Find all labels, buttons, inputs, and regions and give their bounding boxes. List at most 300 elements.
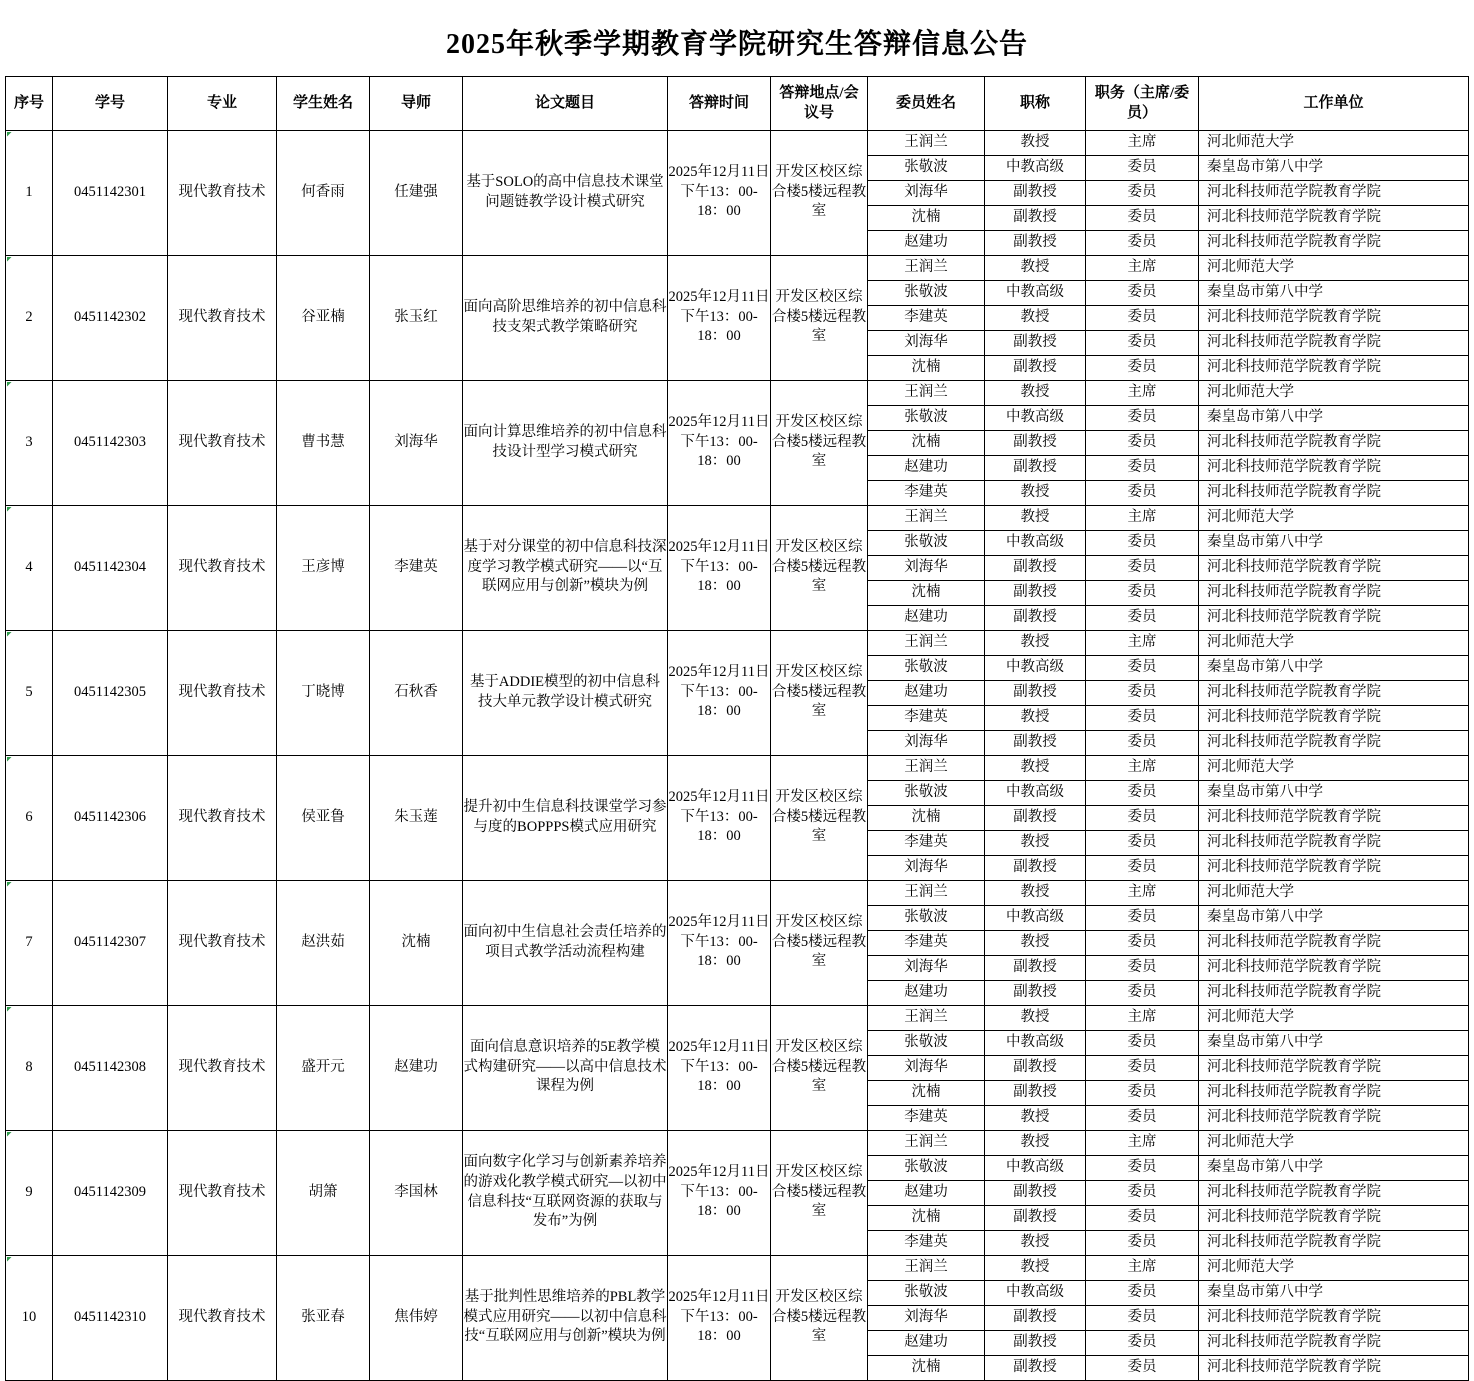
committee-member-unit: 河北科技师范学院教育学院 <box>1199 1180 1469 1205</box>
committee-member-unit: 河北科技师范学院教育学院 <box>1199 830 1469 855</box>
row-defense-place: 开发区校区综合楼5楼远程教室 <box>771 505 868 630</box>
committee-member-role: 委员 <box>1086 980 1199 1005</box>
row-advisor: 刘海华 <box>370 380 463 505</box>
committee-table <box>868 131 1468 255</box>
row-index: 1 <box>6 130 53 255</box>
row-advisor: 赵建功 <box>370 1005 463 1130</box>
committee-cell <box>868 880 1469 1005</box>
committee-row <box>868 780 1468 805</box>
row-major: 现代教育技术 <box>168 505 277 630</box>
header-student-name: 学生姓名 <box>277 77 370 131</box>
committee-member-title: 副教授 <box>985 855 1086 880</box>
committee-member-title: 中教高级 <box>985 155 1086 180</box>
committee-member-unit: 河北科技师范学院教育学院 <box>1199 205 1469 230</box>
committee-member-unit: 河北师范大学 <box>1199 256 1469 281</box>
table-row <box>6 505 1469 630</box>
committee-row <box>868 355 1468 380</box>
committee-member-unit: 河北师范大学 <box>1199 1131 1469 1156</box>
committee-row <box>868 555 1468 580</box>
committee-member-name: 李建英 <box>868 305 985 330</box>
row-thesis-title: 基于对分课堂的初中信息科技深度学习教学模式研究——以“互联网应用与创新”模块为例 <box>463 505 668 630</box>
header-thesis-title: 论文题目 <box>463 77 668 131</box>
committee-member-unit: 河北科技师范学院教育学院 <box>1199 1055 1469 1080</box>
committee-member-unit: 秦皇岛市第八中学 <box>1199 1030 1469 1055</box>
committee-member-name: 沈楠 <box>868 1080 985 1105</box>
committee-member-role: 委员 <box>1086 1105 1199 1130</box>
table-header <box>6 77 1469 131</box>
committee-row <box>868 1280 1468 1305</box>
row-major: 现代教育技术 <box>168 630 277 755</box>
committee-table <box>868 1006 1468 1130</box>
committee-member-role: 委员 <box>1086 955 1199 980</box>
row-defense-place: 开发区校区综合楼5楼远程教室 <box>771 880 868 1005</box>
committee-member-unit: 河北科技师范学院教育学院 <box>1199 680 1469 705</box>
committee-member-title: 副教授 <box>985 230 1086 255</box>
row-advisor: 李建英 <box>370 505 463 630</box>
row-advisor: 任建强 <box>370 130 463 255</box>
committee-member-role: 委员 <box>1086 655 1199 680</box>
committee-row <box>868 1006 1468 1031</box>
committee-member-title: 副教授 <box>985 730 1086 755</box>
table-row <box>6 1130 1469 1255</box>
committee-member-name: 王润兰 <box>868 506 985 531</box>
committee-member-role: 委员 <box>1086 1180 1199 1205</box>
committee-member-name: 王润兰 <box>868 381 985 406</box>
row-student-id: 0451142310 <box>53 1255 168 1380</box>
committee-cell <box>868 505 1469 630</box>
committee-member-title: 副教授 <box>985 805 1086 830</box>
committee-member-name: 张敬波 <box>868 280 985 305</box>
row-student-name: 何香雨 <box>277 130 370 255</box>
row-defense-place: 开发区校区综合楼5楼远程教室 <box>771 1130 868 1255</box>
committee-member-title: 中教高级 <box>985 655 1086 680</box>
committee-member-role: 委员 <box>1086 780 1199 805</box>
committee-member-role: 委员 <box>1086 830 1199 855</box>
committee-member-unit: 河北师范大学 <box>1199 506 1469 531</box>
row-thesis-title: 面向计算思维培养的初中信息科技设计型学习模式研究 <box>463 380 668 505</box>
row-student-id: 0451142304 <box>53 505 168 630</box>
row-defense-time: 2025年12月11日下午13：00-18：00 <box>668 1005 771 1130</box>
committee-member-role: 主席 <box>1086 381 1199 406</box>
committee-member-name: 王润兰 <box>868 131 985 156</box>
committee-member-title: 副教授 <box>985 1180 1086 1205</box>
committee-member-title: 中教高级 <box>985 1280 1086 1305</box>
row-index: 8 <box>6 1005 53 1130</box>
committee-row <box>868 980 1468 1005</box>
committee-member-role: 委员 <box>1086 905 1199 930</box>
header-academic-title: 职称 <box>985 77 1086 131</box>
committee-member-unit: 河北科技师范学院教育学院 <box>1199 305 1469 330</box>
committee-member-role: 委员 <box>1086 1155 1199 1180</box>
committee-row <box>868 1305 1468 1330</box>
committee-row <box>868 230 1468 255</box>
row-student-name: 曹书慧 <box>277 380 370 505</box>
row-major: 现代教育技术 <box>168 1255 277 1380</box>
committee-member-title: 教授 <box>985 1256 1086 1281</box>
row-thesis-title: 基于ADDIE模型的初中信息科技大单元教学设计模式研究 <box>463 630 668 755</box>
committee-member-role: 委员 <box>1086 180 1199 205</box>
committee-row <box>868 1080 1468 1105</box>
row-student-name: 赵洪茹 <box>277 880 370 1005</box>
committee-member-unit: 河北科技师范学院教育学院 <box>1199 1205 1469 1230</box>
committee-member-unit: 秦皇岛市第八中学 <box>1199 1155 1469 1180</box>
committee-member-unit: 河北师范大学 <box>1199 381 1469 406</box>
committee-member-role: 委员 <box>1086 1080 1199 1105</box>
committee-member-name: 张敬波 <box>868 405 985 430</box>
committee-member-role: 委员 <box>1086 930 1199 955</box>
committee-cell <box>868 1130 1469 1255</box>
committee-member-unit: 河北科技师范学院教育学院 <box>1199 330 1469 355</box>
committee-row <box>868 256 1468 281</box>
committee-row <box>868 830 1468 855</box>
committee-member-role: 主席 <box>1086 256 1199 281</box>
committee-row <box>868 855 1468 880</box>
row-defense-place: 开发区校区综合楼5楼远程教室 <box>771 1255 868 1380</box>
committee-member-unit: 秦皇岛市第八中学 <box>1199 905 1469 930</box>
committee-row <box>868 305 1468 330</box>
row-major: 现代教育技术 <box>168 1005 277 1130</box>
committee-member-name: 张敬波 <box>868 905 985 930</box>
committee-member-role: 委员 <box>1086 1055 1199 1080</box>
committee-member-role: 委员 <box>1086 530 1199 555</box>
committee-member-role: 委员 <box>1086 555 1199 580</box>
committee-member-role: 主席 <box>1086 631 1199 656</box>
header-committee-name: 委员姓名 <box>868 77 985 131</box>
committee-member-title: 教授 <box>985 1230 1086 1255</box>
committee-member-title: 副教授 <box>985 455 1086 480</box>
committee-row <box>868 1131 1468 1156</box>
row-defense-place: 开发区校区综合楼5楼远程教室 <box>771 255 868 380</box>
committee-row <box>868 905 1468 930</box>
committee-row <box>868 155 1468 180</box>
committee-member-role: 委员 <box>1086 280 1199 305</box>
committee-row <box>868 330 1468 355</box>
row-index: 10 <box>6 1255 53 1380</box>
row-student-name: 张亚春 <box>277 1255 370 1380</box>
header-advisor: 导师 <box>370 77 463 131</box>
committee-member-role: 委员 <box>1086 730 1199 755</box>
committee-member-role: 主席 <box>1086 1006 1199 1031</box>
row-defense-time: 2025年12月11日下午13：00-18：00 <box>668 1130 771 1255</box>
row-student-name: 丁晓博 <box>277 630 370 755</box>
committee-member-name: 赵建功 <box>868 1180 985 1205</box>
committee-member-name: 王润兰 <box>868 1131 985 1156</box>
committee-member-title: 副教授 <box>985 980 1086 1005</box>
committee-member-unit: 河北科技师范学院教育学院 <box>1199 580 1469 605</box>
committee-row <box>868 631 1468 656</box>
table-row <box>6 1255 1469 1380</box>
committee-member-name: 沈楠 <box>868 580 985 605</box>
row-index: 6 <box>6 755 53 880</box>
committee-member-name: 沈楠 <box>868 805 985 830</box>
committee-cell <box>868 630 1469 755</box>
row-major: 现代教育技术 <box>168 880 277 1005</box>
committee-member-unit: 河北科技师范学院教育学院 <box>1207 359 1381 376</box>
defense-schedule-table <box>5 76 1469 1381</box>
committee-row <box>868 405 1468 430</box>
committee-member-role: 主席 <box>1086 881 1199 906</box>
row-major: 现代教育技术 <box>168 380 277 505</box>
committee-member-title: 副教授 <box>985 205 1086 230</box>
row-student-name: 谷亚楠 <box>277 255 370 380</box>
committee-member-name: 张敬波 <box>868 155 985 180</box>
committee-member-name: 张敬波 <box>868 780 985 805</box>
committee-member-title: 教授 <box>985 756 1086 781</box>
committee-member-title: 副教授 <box>985 1305 1086 1330</box>
committee-member-unit: 河北科技师范学院教育学院 <box>1199 555 1469 580</box>
committee-member-role: 委员 <box>1086 1230 1199 1255</box>
committee-member-unit: 河北科技师范学院教育学院 <box>1207 484 1381 501</box>
header-major: 专业 <box>168 77 277 131</box>
table-row <box>6 380 1469 505</box>
committee-member-title: 教授 <box>985 930 1086 955</box>
committee-member-name: 刘海华 <box>868 180 985 205</box>
committee-member-name: 李建英 <box>868 830 985 855</box>
committee-member-unit: 河北师范大学 <box>1199 631 1469 656</box>
table-row <box>6 755 1469 880</box>
committee-member-name: 沈楠 <box>868 205 985 230</box>
committee-member-name: 张敬波 <box>868 530 985 555</box>
committee-member-role: 委员 <box>1086 805 1199 830</box>
committee-member-name: 赵建功 <box>868 455 985 480</box>
committee-member-role: 委员 <box>1086 205 1199 230</box>
row-student-id: 0451142306 <box>53 755 168 880</box>
committee-member-title: 中教高级 <box>985 1030 1086 1055</box>
committee-member-role: 委员 <box>1086 305 1199 330</box>
committee-member-role: 委员 <box>1086 680 1199 705</box>
committee-row <box>868 381 1468 406</box>
committee-member-name: 刘海华 <box>868 1305 985 1330</box>
committee-member-unit: 河北科技师范学院教育学院 <box>1207 609 1381 626</box>
row-student-name: 王彦博 <box>277 505 370 630</box>
committee-member-unit: 秦皇岛市第八中学 <box>1199 405 1469 430</box>
committee-row <box>868 881 1468 906</box>
committee-member-title: 副教授 <box>985 355 1086 380</box>
committee-member-name: 王润兰 <box>868 631 985 656</box>
committee-member-role: 主席 <box>1086 131 1199 156</box>
row-advisor: 焦伟婷 <box>370 1255 463 1380</box>
row-thesis-title: 基于批判性思维培养的PBL教学模式应用研究——以初中信息科技“互联网应用与创新”模块为例 <box>463 1255 668 1380</box>
committee-cell <box>868 755 1469 880</box>
header-defense-time: 答辩时间 <box>668 77 771 131</box>
committee-row <box>868 430 1468 455</box>
committee-member-name: 李建英 <box>868 1230 985 1255</box>
committee-member-name: 赵建功 <box>868 605 985 630</box>
committee-member-title: 中教高级 <box>985 530 1086 555</box>
committee-member-name: 刘海华 <box>868 1055 985 1080</box>
committee-member-title: 教授 <box>985 631 1086 656</box>
committee-member-unit: 河北师范大学 <box>1199 881 1469 906</box>
committee-member-name: 沈楠 <box>868 355 985 380</box>
committee-member-title: 教授 <box>985 705 1086 730</box>
committee-member-role: 委员 <box>1086 430 1199 455</box>
committee-member-unit: 河北科技师范学院教育学院 <box>1207 1109 1381 1126</box>
committee-member-role: 主席 <box>1086 506 1199 531</box>
row-index: 7 <box>6 880 53 1005</box>
committee-member-role: 主席 <box>1086 756 1199 781</box>
committee-row <box>868 205 1468 230</box>
committee-member-title: 教授 <box>985 305 1086 330</box>
committee-row <box>868 655 1468 680</box>
committee-member-title: 中教高级 <box>985 780 1086 805</box>
committee-row <box>868 280 1468 305</box>
committee-member-title: 副教授 <box>985 180 1086 205</box>
committee-member-unit: 河北师范大学 <box>1199 756 1469 781</box>
committee-member-title: 教授 <box>985 256 1086 281</box>
row-defense-place: 开发区校区综合楼5楼远程教室 <box>771 755 868 880</box>
committee-row <box>868 506 1468 531</box>
committee-table <box>868 631 1468 755</box>
committee-row <box>868 1055 1468 1080</box>
committee-member-name: 张敬波 <box>868 1030 985 1055</box>
committee-member-role: 委员 <box>1086 1355 1199 1380</box>
committee-member-role: 主席 <box>1086 1256 1199 1281</box>
header-row <box>6 77 1469 131</box>
committee-row <box>868 1030 1468 1055</box>
committee-member-title: 副教授 <box>985 680 1086 705</box>
committee-row <box>868 1230 1468 1255</box>
committee-member-unit: 河北科技师范学院教育学院 <box>1199 805 1469 830</box>
committee-row <box>868 180 1468 205</box>
committee-row <box>868 1155 1468 1180</box>
row-defense-place: 开发区校区综合楼5楼远程教室 <box>771 1005 868 1130</box>
committee-member-unit: 河北科技师范学院教育学院 <box>1207 734 1381 751</box>
committee-member-title: 副教授 <box>985 580 1086 605</box>
committee-member-title: 副教授 <box>985 430 1086 455</box>
committee-table <box>868 506 1468 630</box>
committee-member-role: 委员 <box>1086 1205 1199 1230</box>
row-major: 现代教育技术 <box>168 255 277 380</box>
table-row <box>6 630 1469 755</box>
row-defense-time: 2025年12月11日下午13：00-18：00 <box>668 380 771 505</box>
committee-member-title: 副教授 <box>985 955 1086 980</box>
row-major: 现代教育技术 <box>168 130 277 255</box>
row-student-id: 0451142308 <box>53 1005 168 1130</box>
committee-member-title: 教授 <box>985 1105 1086 1130</box>
committee-member-title: 副教授 <box>985 1055 1086 1080</box>
committee-table <box>868 1256 1468 1380</box>
committee-member-role: 委员 <box>1086 605 1199 630</box>
row-defense-time: 2025年12月11日下午13：00-18：00 <box>668 505 771 630</box>
committee-member-title: 副教授 <box>985 605 1086 630</box>
committee-row <box>868 1205 1468 1230</box>
committee-row <box>868 805 1468 830</box>
table-row <box>6 1005 1469 1130</box>
committee-member-unit: 秦皇岛市第八中学 <box>1199 530 1469 555</box>
row-thesis-title: 面向信息意识培养的5E教学模式构建研究——以高中信息技术课程为例 <box>463 1005 668 1130</box>
header-student-id: 学号 <box>53 77 168 131</box>
committee-cell <box>868 130 1469 255</box>
committee-member-name: 王润兰 <box>868 881 985 906</box>
committee-member-name: 李建英 <box>868 705 985 730</box>
committee-member-name: 张敬波 <box>868 1280 985 1305</box>
committee-member-title: 中教高级 <box>985 405 1086 430</box>
row-defense-place: 开发区校区综合楼5楼远程教室 <box>771 380 868 505</box>
committee-row <box>868 955 1468 980</box>
committee-member-role: 委员 <box>1086 1280 1199 1305</box>
committee-member-title: 副教授 <box>985 1080 1086 1105</box>
committee-cell <box>868 380 1469 505</box>
row-student-name: 侯亚鲁 <box>277 755 370 880</box>
row-index: 5 <box>6 630 53 755</box>
header-index: 序号 <box>6 77 53 131</box>
committee-member-name: 刘海华 <box>868 955 985 980</box>
committee-member-role: 委员 <box>1086 1305 1199 1330</box>
committee-member-title: 教授 <box>985 131 1086 156</box>
committee-row <box>868 480 1468 505</box>
committee-row <box>868 1105 1468 1130</box>
row-thesis-title: 面向数字化学习与创新素养培养的游戏化教学模式研究—以初中信息科技“互联网资源的获取与发布”为例 <box>463 1130 668 1255</box>
row-index: 2 <box>6 255 53 380</box>
committee-member-unit: 河北科技师范学院教育学院 <box>1199 930 1469 955</box>
row-defense-time: 2025年12月11日下午13：00-18：00 <box>668 130 771 255</box>
row-student-id: 0451142303 <box>53 380 168 505</box>
committee-member-name: 李建英 <box>868 1105 985 1130</box>
row-thesis-title: 面向高阶思维培养的初中信息科技支架式教学策略研究 <box>463 255 668 380</box>
committee-member-title: 教授 <box>985 1006 1086 1031</box>
row-advisor: 李国林 <box>370 1130 463 1255</box>
committee-member-title: 教授 <box>985 506 1086 531</box>
committee-row <box>868 580 1468 605</box>
row-thesis-title: 提升初中生信息科技课堂学习参与度的BOPPPS模式应用研究 <box>463 755 668 880</box>
row-defense-time: 2025年12月11日下午13：00-18：00 <box>668 880 771 1005</box>
committee-member-role: 委员 <box>1086 455 1199 480</box>
committee-row <box>868 680 1468 705</box>
row-thesis-title: 基于SOLO的高中信息技术课堂问题链教学设计模式研究 <box>463 130 668 255</box>
committee-member-unit: 河北科技师范学院教育学院 <box>1199 430 1469 455</box>
row-advisor: 石秋香 <box>370 630 463 755</box>
committee-row <box>868 1330 1468 1355</box>
committee-member-title: 教授 <box>985 480 1086 505</box>
committee-member-title: 教授 <box>985 1131 1086 1156</box>
committee-member-name: 赵建功 <box>868 980 985 1005</box>
row-student-id: 0451142309 <box>53 1130 168 1255</box>
row-advisor: 朱玉莲 <box>370 755 463 880</box>
page-title: 2025年秋季学期教育学院研究生答辩信息公告 <box>445 29 1028 60</box>
committee-member-name: 刘海华 <box>868 330 985 355</box>
table-row <box>6 130 1469 255</box>
committee-member-role: 委员 <box>1086 155 1199 180</box>
committee-row <box>868 756 1468 781</box>
committee-member-unit: 河北科技师范学院教育学院 <box>1199 955 1469 980</box>
committee-member-unit: 河北师范大学 <box>1199 1256 1469 1281</box>
committee-row <box>868 605 1468 630</box>
row-advisor: 沈楠 <box>370 880 463 1005</box>
committee-member-title: 副教授 <box>985 1330 1086 1355</box>
committee-member-role: 委员 <box>1086 855 1199 880</box>
committee-member-title: 中教高级 <box>985 280 1086 305</box>
committee-member-name: 王润兰 <box>868 256 985 281</box>
committee-cell <box>868 255 1469 380</box>
committee-member-unit: 河北师范大学 <box>1199 131 1469 156</box>
header-work-unit: 工作单位 <box>1199 77 1469 131</box>
committee-member-title: 副教授 <box>985 330 1086 355</box>
committee-member-name: 王润兰 <box>868 756 985 781</box>
committee-member-name: 沈楠 <box>868 430 985 455</box>
committee-member-unit: 河北师范大学 <box>1199 1006 1469 1031</box>
committee-member-role: 委员 <box>1086 705 1199 730</box>
committee-member-unit: 秦皇岛市第八中学 <box>1199 1280 1469 1305</box>
committee-member-name: 刘海华 <box>868 855 985 880</box>
committee-member-role: 委员 <box>1086 1030 1199 1055</box>
row-student-name: 胡箫 <box>277 1130 370 1255</box>
row-index: 9 <box>6 1130 53 1255</box>
committee-member-unit: 河北科技师范学院教育学院 <box>1199 180 1469 205</box>
committee-member-unit: 河北科技师范学院教育学院 <box>1207 1234 1381 1251</box>
committee-row <box>868 1180 1468 1205</box>
row-major: 现代教育技术 <box>168 1130 277 1255</box>
committee-member-unit: 秦皇岛市第八中学 <box>1199 780 1469 805</box>
